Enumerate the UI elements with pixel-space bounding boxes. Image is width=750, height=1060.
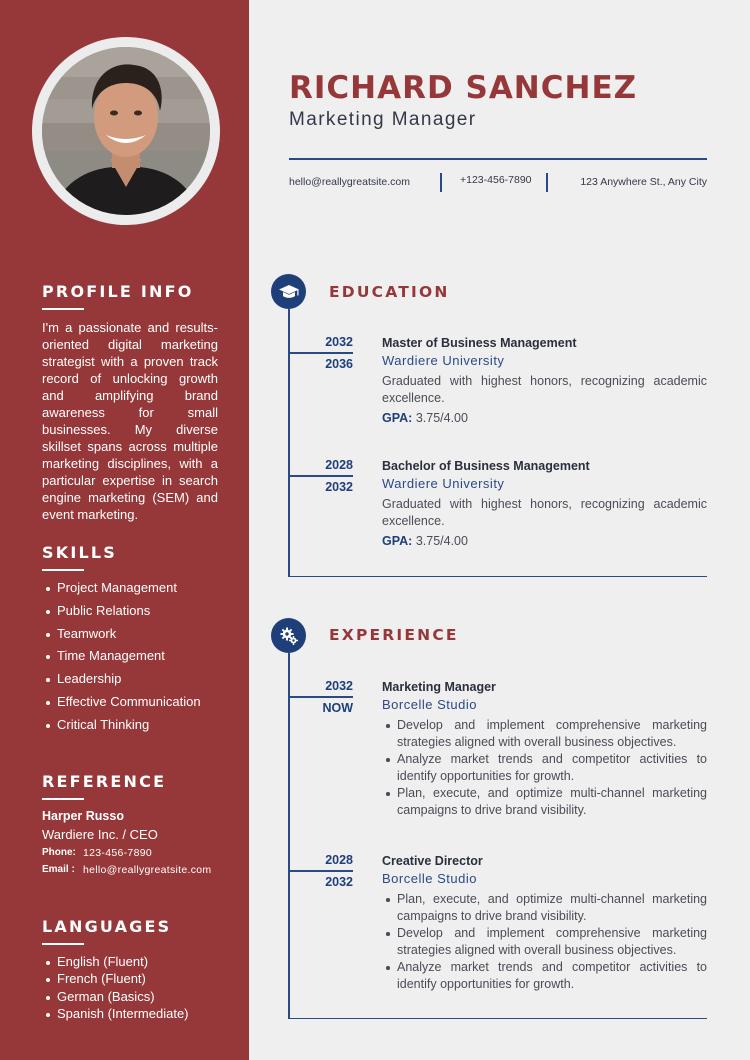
skills-list [42, 580, 218, 740]
company-name: Borcelle Studio [382, 697, 477, 712]
gpa-label: GPA: [382, 411, 413, 425]
reference-email: hello@reallygreatsite.com [83, 864, 212, 876]
gears-icon [271, 618, 306, 653]
gpa-label: GPA: [382, 534, 413, 548]
candidate-name: RICHARD SANCHEZ [289, 70, 638, 106]
responsibility-item: Analyze market trends and competitor activities to identify opportunities for growth. [382, 751, 707, 785]
contact-divider [546, 173, 548, 192]
timeline-tick [289, 352, 353, 354]
education-bottom-rule [288, 576, 707, 578]
reference-email-row [42, 864, 218, 876]
entry-years [289, 679, 353, 716]
entry-body [382, 679, 707, 819]
reference-phone: 123-456-7890 [83, 847, 152, 859]
entry-years [289, 853, 353, 890]
entry-body [382, 458, 707, 548]
reference-section [42, 772, 218, 876]
responsibility-item: Develop and implement comprehensive marketing strategies aligned with overall business objectives. [382, 717, 707, 751]
skill-item: Effective Communication [42, 694, 218, 717]
entry-start-year: 2028 [325, 458, 353, 472]
entry-years [289, 335, 353, 372]
responsibility-item: Plan, execute, and optimize multi-channel marketing campaigns to drive brand visibility. [382, 891, 707, 925]
entry-description: Graduated with highest honors, recognizing academic excellence. [382, 497, 707, 528]
skill-item: Public Relations [42, 603, 218, 626]
gpa-value: 3.75/4.00 [415, 411, 468, 425]
contact-address: 123 Anywhere St., Any City [580, 176, 707, 188]
profile-photo [42, 47, 210, 215]
responsibilities-list [382, 717, 707, 819]
reference-company: Wardiere Inc. / CEO [42, 827, 158, 842]
job-title: Marketing Manager [382, 680, 496, 694]
institution-name: Wardiere University [382, 353, 505, 368]
entry-end-year: NOW [322, 700, 353, 715]
entry-end-year: 2032 [325, 479, 353, 494]
skill-item: Critical Thinking [42, 717, 218, 740]
profile-text: I'm a passionate and results-oriented digital marketing strategist with a proven track record of unlocking growth and amplifying brand awareness for small businesses. My diverse skillset spans across multiple marketing disciplines, with a particular expertise in search engine marketing (SEM) and event marketing. [42, 320, 218, 522]
timeline-tick [289, 870, 353, 872]
candidate-role: Marketing Manager [289, 109, 477, 130]
entry-end-year: 2036 [325, 356, 353, 371]
contact-divider [440, 173, 442, 192]
entry-body [382, 335, 707, 425]
profile-section [42, 282, 218, 523]
language-item: Spanish (Intermediate) [42, 1006, 218, 1023]
reference-email-label: Email : [42, 864, 75, 875]
profile-heading: PROFILE INFO [42, 282, 194, 301]
responsibility-item: Analyze market trends and competitor activities to identify opportunities for growth. [382, 959, 707, 993]
languages-list [42, 954, 218, 1023]
gpa-value: 3.75/4.00 [415, 534, 468, 548]
experience-bottom-rule [288, 1018, 707, 1020]
gpa-line [382, 534, 707, 548]
skill-item: Time Management [42, 648, 218, 671]
responsibility-item: Plan, execute, and optimize multi-channel marketing campaigns to drive brand visibility. [382, 785, 707, 819]
entry-body [382, 853, 707, 993]
contact-email: hello@reallygreatsite.com [289, 176, 410, 188]
entry-start-year: 2032 [325, 335, 353, 349]
reference-name: Harper Russo [42, 809, 124, 823]
education-heading: EDUCATION [329, 283, 450, 301]
reference-heading: REFERENCE [42, 772, 167, 791]
entry-description: Graduated with highest honors, recognizing academic excellence. [382, 374, 707, 405]
profile-photo-frame [32, 37, 220, 225]
timeline-tick [289, 475, 353, 477]
skills-section [42, 543, 218, 740]
header-divider [289, 158, 707, 160]
languages-divider [42, 943, 84, 945]
skill-item: Teamwork [42, 626, 218, 649]
languages-heading: LANGUAGES [42, 917, 172, 936]
entry-end-year: 2032 [325, 874, 353, 889]
contact-phone: +123-456-7890 [460, 174, 532, 186]
institution-name: Wardiere University [382, 476, 505, 491]
sidebar [0, 0, 249, 1060]
degree-title: Bachelor of Business Management [382, 459, 590, 473]
graduation-cap-icon [271, 274, 306, 309]
language-item: French (Fluent) [42, 971, 218, 988]
company-name: Borcelle Studio [382, 871, 477, 886]
responsibilities-list [382, 891, 707, 993]
reference-divider [42, 798, 84, 800]
profile-divider [42, 308, 84, 310]
skill-item: Project Management [42, 580, 218, 603]
skills-divider [42, 569, 84, 571]
reference-phone-label: Phone: [42, 847, 76, 858]
entry-start-year: 2032 [325, 679, 353, 693]
experience-heading: EXPERIENCE [329, 626, 459, 644]
language-item: English (Fluent) [42, 954, 218, 971]
languages-section [42, 917, 218, 1023]
entry-years [289, 458, 353, 495]
timeline-tick [289, 696, 353, 698]
gpa-line [382, 411, 707, 425]
main-content [249, 0, 750, 1060]
job-title: Creative Director [382, 854, 483, 868]
entry-start-year: 2028 [325, 853, 353, 867]
degree-title: Master of Business Management [382, 336, 577, 350]
responsibility-item: Develop and implement comprehensive marketing strategies aligned with overall business objectives. [382, 925, 707, 959]
skills-heading: SKILLS [42, 543, 117, 562]
reference-phone-row [42, 847, 218, 859]
skill-item: Leadership [42, 671, 218, 694]
language-item: German (Basics) [42, 989, 218, 1006]
